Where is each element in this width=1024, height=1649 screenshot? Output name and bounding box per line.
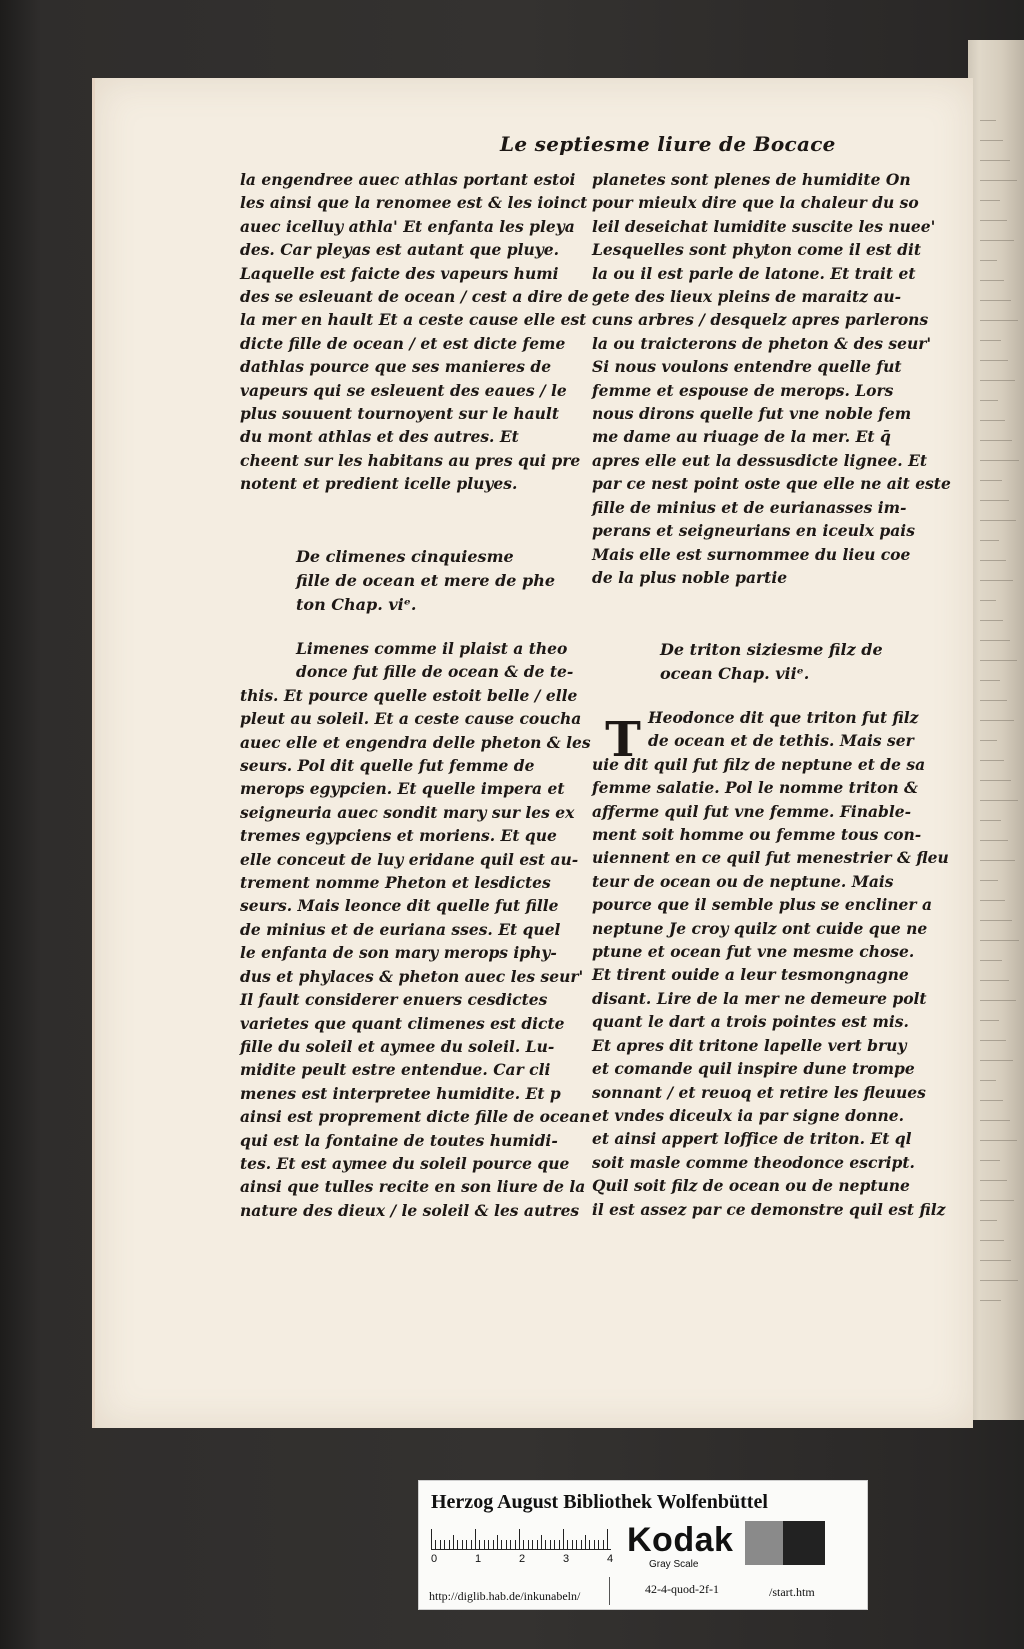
edge-mark — [980, 1140, 1017, 1141]
edge-mark — [980, 600, 996, 601]
edge-mark — [980, 1200, 1014, 1201]
edge-mark — [980, 380, 1015, 381]
scale-ruler — [431, 1527, 611, 1550]
ruler-tick — [497, 1535, 498, 1549]
edge-mark — [980, 340, 1001, 341]
edge-mark — [980, 280, 1004, 281]
text-line: vapeurs qui se esleuent des eaues / le — [240, 380, 567, 400]
edge-mark — [980, 300, 1011, 301]
ruler-tick — [515, 1540, 516, 1549]
text-line: ment soit homme ou femme tous con- — [592, 825, 922, 845]
gray-swatch — [745, 1521, 783, 1565]
edge-mark — [980, 680, 1000, 681]
text-line: de ocean et de tethis. Mais ser — [648, 731, 914, 751]
edge-mark — [980, 740, 997, 741]
ruler-tick — [453, 1535, 454, 1549]
edge-mark — [980, 1280, 1018, 1281]
text-line: neptune Je croy quilz ont cuide que ne — [592, 918, 928, 938]
edge-mark — [980, 1080, 996, 1081]
running-head: Le septiesme liure de Bocace — [500, 132, 836, 156]
text-line: menes est interpretee humidite. Et p — [240, 1083, 561, 1103]
edge-mark — [980, 760, 1004, 761]
ruler-tick — [528, 1540, 529, 1549]
ruler-tick — [479, 1540, 480, 1549]
text-line: fille de ocean et mere de phe — [296, 571, 556, 590]
edge-mark — [980, 400, 998, 401]
left-column-para2 — [240, 637, 591, 1222]
text-line: femme salatie. Pol le nomme triton & — [592, 778, 919, 798]
ruler-tick — [537, 1540, 538, 1549]
ruler-tick — [581, 1540, 582, 1549]
text-line: la ou traicterons de pheton & des seur' — [592, 333, 932, 353]
text-line: varietes que quant climenes est dicte — [240, 1013, 565, 1033]
ruler-tick — [466, 1540, 467, 1549]
text-line: la mer en hault Et a ceste cause elle est — [240, 310, 587, 330]
edge-mark — [980, 940, 1019, 941]
text-line: seurs. Mais leonce dit quelle fut fille — [240, 896, 559, 916]
ruler-label: 3 — [563, 1553, 570, 1565]
text-line: afferme quil fut vne femme. Finable- — [592, 801, 912, 821]
text-line: this. Et pource quelle estoit belle / elle — [240, 685, 578, 705]
ruler-tick — [550, 1540, 551, 1549]
ruler-tick — [449, 1540, 450, 1549]
edge-mark — [980, 200, 1000, 201]
edge-mark — [980, 140, 1003, 141]
edge-mark — [980, 1100, 1003, 1101]
edge-mark — [980, 160, 1010, 161]
edge-mark — [980, 1020, 999, 1021]
ruler-tick — [484, 1540, 485, 1549]
edge-mark — [980, 840, 1008, 841]
text-line: seurs. Pol dit quelle fut femme de — [240, 756, 535, 776]
edge-mark — [980, 120, 996, 121]
text-line: cuns arbres / desquelz apres parlerons — [592, 310, 929, 330]
edge-mark — [980, 880, 998, 881]
text-line: Et tirent ouide a leur tesmongnagne — [592, 965, 909, 985]
ruler-label: 1 — [475, 1553, 482, 1565]
text-line: elle conceut de luy eridane quil est au- — [240, 849, 579, 869]
text-line: tes. Et est aymee du soleil pource que — [240, 1153, 570, 1173]
text-line: le enfanta de son mary merops iphy- — [240, 943, 557, 963]
text-line: fille du soleil et aymee du soleil. Lu- — [240, 1036, 555, 1056]
text-line: seigneuria auec sondit mary sur les ex — [240, 802, 575, 822]
right-column-para2 — [592, 706, 949, 1221]
text-line: la ou il est parle de latone. Et trait et — [592, 263, 916, 283]
ruler-tick — [435, 1540, 436, 1549]
edge-mark — [980, 520, 1016, 521]
left-column-para1 — [240, 168, 589, 496]
ruler-tick — [607, 1529, 608, 1549]
edge-mark — [980, 480, 1002, 481]
right-column-para1 — [592, 168, 951, 589]
text-line: pleut au soleil. Et a ceste cause coucha — [240, 709, 582, 729]
edge-mark — [980, 440, 1012, 441]
text-line: nous dirons quelle fut vne noble fem — [592, 404, 912, 424]
text-line: femme et espouse de merops. Lors — [592, 380, 894, 400]
text-line: Lesquelles sont phyton come il est dit — [592, 240, 922, 260]
text-line: dus et phylaces & pheton auec les seur' — [240, 966, 584, 986]
ruler-tick — [598, 1540, 599, 1549]
edge-mark — [980, 1240, 1004, 1241]
text-line: midite peult estre entendue. Car cli — [240, 1060, 551, 1080]
edge-mark — [980, 700, 1007, 701]
ruler-label: 0 — [431, 1553, 438, 1565]
edge-mark — [980, 800, 1018, 801]
text-line: merops egypcien. Et quelle impera et — [240, 779, 565, 799]
text-line: leil deseichat lumidite suscite les nuee' — [592, 216, 936, 236]
shelfmark: 42-4-quod-2f-1 — [645, 1582, 719, 1596]
text-line: planetes sont plenes de humidite On — [592, 170, 911, 189]
ruler-label: 4 — [607, 1553, 614, 1565]
gray-scale-label: Gray Scale — [649, 1559, 699, 1570]
text-line: pource que il semble plus se encliner a — [592, 895, 933, 915]
ruler-tick — [488, 1540, 489, 1549]
text-line: uie dit quil fut filz de neptune et de sa — [592, 754, 926, 774]
text-line: gete des lieux pleins de maraitz au- — [592, 287, 902, 307]
edge-mark — [980, 1220, 997, 1221]
ruler-tick — [554, 1540, 555, 1549]
edge-mark — [980, 360, 1008, 361]
text-line: Limenes comme il plaist a theo — [296, 639, 568, 658]
edge-mark — [980, 1000, 1016, 1001]
ruler-tick — [444, 1540, 445, 1549]
ruler-tick — [471, 1540, 472, 1549]
edge-mark — [980, 180, 1017, 181]
edge-mark — [980, 580, 1013, 581]
ruler-tick — [545, 1540, 546, 1549]
black-swatch — [783, 1521, 825, 1565]
edge-mark — [980, 460, 1019, 461]
text-line: apres elle eut la dessusdicte lignee. Et — [592, 450, 928, 470]
text-line: cheent sur les habitans au pres qui pre — [240, 450, 581, 470]
ruler-tick — [519, 1529, 520, 1549]
edge-mark — [980, 860, 1015, 861]
ruler-tick — [510, 1540, 511, 1549]
ruler-tick — [475, 1529, 476, 1549]
ruler-tick — [585, 1535, 586, 1549]
text-line: plus souuent tournoyent sur le hault — [240, 404, 559, 424]
text-line: disant. Lire de la mer ne demeure polt — [592, 988, 927, 1008]
ruler-tick — [532, 1540, 533, 1549]
ruler-tick — [440, 1540, 441, 1549]
text-line: dathlas pource que ses manieres de — [240, 357, 552, 377]
edge-mark — [980, 260, 997, 261]
text-line: Quil soit filz de ocean ou de neptune — [592, 1176, 910, 1196]
ruler-tick — [457, 1540, 458, 1549]
ruler-tick — [567, 1540, 568, 1549]
edge-mark — [980, 1260, 1011, 1261]
edge-mark — [980, 1180, 1007, 1181]
edge-mark — [980, 960, 1002, 961]
edge-mark — [980, 1040, 1006, 1041]
ruler-tick — [589, 1540, 590, 1549]
edge-mark — [980, 660, 1017, 661]
text-line: me dame au riuage de la mer. Et q̄ — [592, 427, 891, 447]
text-line: quant le dart a trois pointes est mis. — [592, 1012, 909, 1032]
ruler-tick — [523, 1540, 524, 1549]
ruler-tick — [572, 1540, 573, 1549]
text-line: de la plus noble partie — [592, 567, 788, 587]
ruler-label: 2 — [519, 1553, 526, 1565]
edge-mark — [980, 240, 1014, 241]
start-file-link[interactable]: /start.htm — [769, 1585, 815, 1599]
color-calibration-target — [418, 1480, 868, 1610]
text-line: dicte fille de ocean / et est dicte feme — [240, 333, 566, 353]
kodak-logo: Kodak — [627, 1521, 734, 1559]
ruler-tick — [594, 1540, 595, 1549]
text-line: Laquelle est faicte des vapeurs humi — [240, 263, 559, 283]
text-line: uiennent en ce quil fut menestrier & fleu — [592, 848, 949, 868]
text-line: Si nous voulons entendre quelle fut — [592, 357, 902, 377]
ruler-tick — [576, 1540, 577, 1549]
text-line: ainsi que tulles recite en son liure de la — [240, 1177, 586, 1197]
text-line: tremes egypciens et moriens. Et que — [240, 826, 557, 846]
text-line: Il fault considerer enuers cesdictes — [240, 990, 548, 1010]
text-line: les ainsi que la renomee est & les ioinct — [240, 193, 588, 213]
text-line: nature des dieux / le soleil & les autres — [240, 1200, 580, 1220]
text-line: il est assez par ce demonstre quil est filz — [592, 1199, 946, 1219]
edge-mark — [980, 420, 1005, 421]
text-line: par ce nest point oste que elle ne ait este — [592, 474, 951, 494]
text-line: notent et predient icelle pluyes. — [240, 474, 518, 494]
edge-mark — [980, 900, 1005, 901]
adjacent-page-edge — [968, 40, 1024, 1420]
edge-mark — [980, 1060, 1013, 1061]
edge-mark — [980, 640, 1010, 641]
text-line: trement nomme Pheton et lesdictes — [240, 873, 551, 893]
edge-mark — [980, 1160, 1000, 1161]
text-line: sonnant / et reuoq et retire les fleuues — [592, 1082, 926, 1102]
text-line: des. Car pleyas est autant que pluye. — [240, 240, 560, 260]
library-url-link[interactable]: http://diglib.hab.de/inkunabeln/ — [429, 1589, 581, 1603]
ruler-tick — [493, 1540, 494, 1549]
ruler-tick — [563, 1529, 564, 1549]
text-line: qui est la fontaine de toutes humidi- — [240, 1130, 558, 1150]
ruler-tick — [431, 1529, 432, 1549]
ruler-tick — [501, 1540, 502, 1549]
text-line: et vndes diceulx ia par signe donne. — [592, 1105, 905, 1125]
text-line: fille de minius et de eurianasses im- — [592, 497, 907, 517]
chapter-heading-triton — [660, 638, 883, 686]
edge-mark — [980, 540, 999, 541]
text-line: Mais elle est surnommee du lieu coe — [592, 544, 911, 564]
edge-mark — [980, 720, 1014, 721]
text-line: auec icelluy athla' Et enfanta les pleya — [240, 216, 575, 236]
edge-mark — [980, 980, 1009, 981]
text-line: ocean Chap. viiᵉ. — [660, 664, 810, 683]
text-line: et comande quil inspire dune trompe — [592, 1059, 915, 1079]
text-line: du mont athlas et des autres. Et — [240, 427, 519, 447]
text-line: donce fut fille de ocean & de te- — [296, 662, 574, 682]
text-line: ptune et ocean fut vne mesme chose. — [592, 942, 915, 962]
text-line: De climenes cinquiesme — [296, 547, 514, 566]
edge-mark — [980, 780, 1011, 781]
text-line: teur de ocean ou de neptune. Mais — [592, 871, 894, 891]
text-line: perans et seigneurians en iceulx pais — [592, 521, 915, 541]
text-line: pour mieulx dire que la chaleur du so — [592, 193, 919, 213]
ruler-tick — [462, 1540, 463, 1549]
edge-mark — [980, 620, 1003, 621]
chapter-heading-climenes — [296, 545, 555, 617]
edge-mark — [980, 1120, 1010, 1121]
ruler-tick — [541, 1535, 542, 1549]
edge-mark — [980, 920, 1012, 921]
text-line: Heodonce dit que triton fut filz — [648, 708, 919, 727]
text-line: des se esleuant de ocean / cest a dire de — [240, 287, 589, 307]
ruler-tick — [559, 1540, 560, 1549]
edge-mark — [980, 500, 1009, 501]
ruler-tick — [506, 1540, 507, 1549]
edge-mark — [980, 1300, 1001, 1301]
edge-mark — [980, 560, 1006, 561]
edge-mark — [980, 220, 1007, 221]
text-line: de minius et de euriana sses. Et quel — [240, 919, 561, 939]
library-name: Herzog August Bibliothek Wolfenbüttel — [431, 1491, 768, 1513]
text-line: ton Chap. viᵉ. — [296, 595, 417, 614]
edge-mark — [980, 820, 1001, 821]
drop-cap-initial: T — [605, 712, 641, 768]
text-line: soit masle comme theodonce escript. — [592, 1152, 915, 1172]
text-line: De triton siziesme filz de — [660, 640, 883, 659]
edge-mark — [980, 320, 1018, 321]
text-line: auec elle et engendra delle pheton & les — [240, 732, 591, 752]
text-line: et ainsi appert loffice de triton. Et ql — [592, 1129, 912, 1149]
ruler-tick — [603, 1540, 604, 1549]
text-line: ainsi est proprement dicte fille de ocean — [240, 1107, 591, 1127]
text-line: la engendree auec athlas portant estoi — [240, 170, 576, 189]
text-line: Et apres dit tritone lapelle vert bruy — [592, 1035, 907, 1055]
divider — [609, 1577, 610, 1605]
